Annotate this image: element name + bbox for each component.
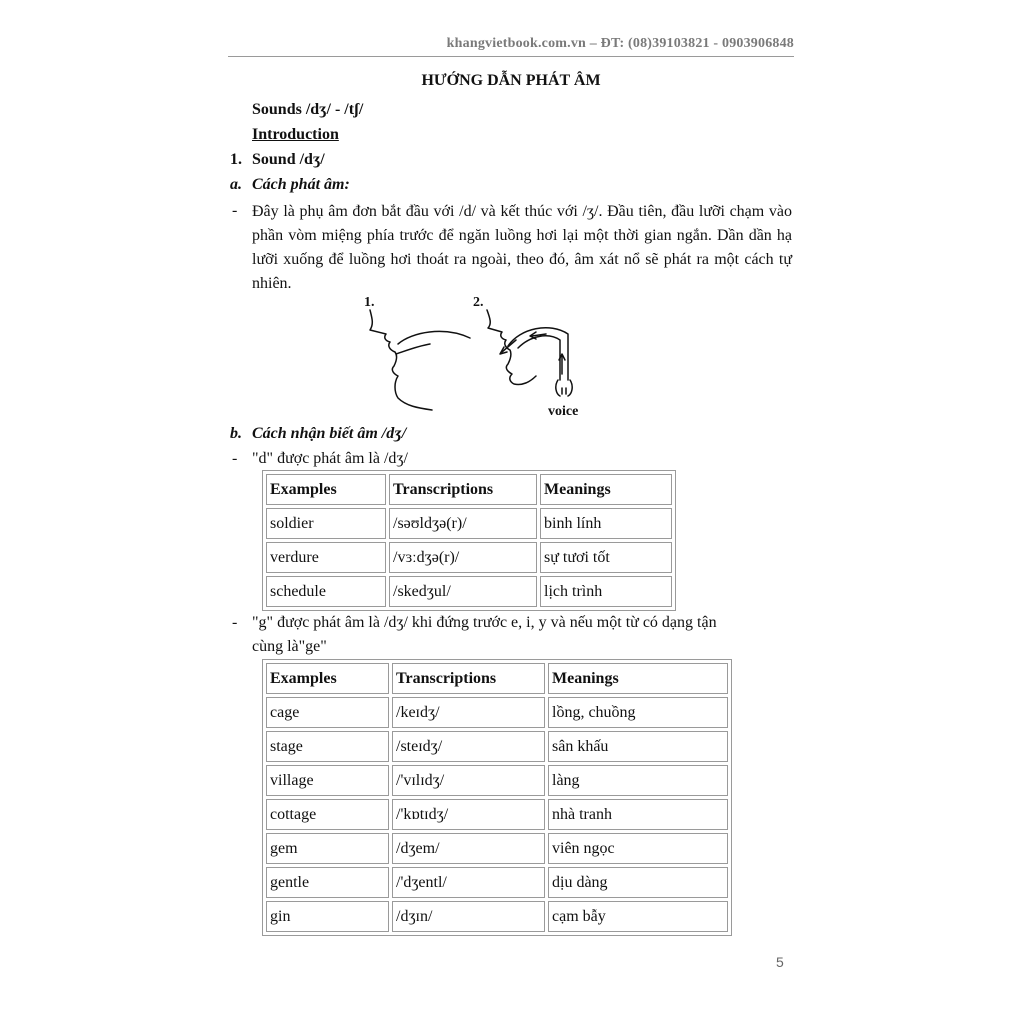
transcription: /vɜːdʒə(r)/ [389, 542, 537, 573]
example-word: soldier [266, 508, 386, 539]
table-row [266, 833, 728, 864]
header-meanings: Meanings [548, 663, 728, 694]
example-word: gin [266, 901, 389, 932]
section-b-marker: b. [230, 425, 242, 442]
section-1-marker: 1. [230, 151, 242, 168]
meaning: làng [548, 765, 728, 796]
header-divider [228, 56, 794, 57]
meaning: binh lính [540, 508, 672, 539]
transcription: /səʊldʒə(r)/ [389, 508, 537, 539]
example-word: village [266, 765, 389, 796]
transcription: /dʒem/ [392, 833, 545, 864]
example-word: gem [266, 833, 389, 864]
meaning: lồng, chuồng [548, 697, 728, 728]
page-number: 5 [776, 954, 784, 970]
table-row [266, 765, 728, 796]
header-transcriptions: Transcriptions [389, 474, 537, 505]
example-word: stage [266, 731, 389, 762]
transcription: /keɪdʒ/ [392, 697, 545, 728]
table-header-row [266, 663, 728, 694]
rule-g-text-line2: cùng là"ge" [252, 638, 327, 655]
table-row [266, 867, 728, 898]
sounds-heading: Sounds /dʒ/ - /tʃ/ [252, 101, 364, 118]
table-row [266, 508, 672, 539]
table-row [266, 731, 728, 762]
section-a-marker: a. [230, 176, 242, 193]
description-paragraph: Đây là phụ âm đơn bắt đầu với /d/ và kết thúc với /ʒ/. Đầu tiên, đầu lưỡi chạm vào phần vòm miệng phía trước để ngăn luồng hơi lại một thời gian ngắn. Dần dần hạ lưỡi xuống để luồng hơi thoát ra ngoài, theo đó, âm xát nổ sẽ phát ra một cách tự nhiên. [252, 203, 792, 292]
table-row [266, 576, 672, 607]
example-word: gentle [266, 867, 389, 898]
section-b-heading: Cách nhận biết âm /dʒ/ [252, 425, 407, 442]
meaning: viên ngọc [548, 833, 728, 864]
header-examples: Examples [266, 474, 386, 505]
meaning: cạm bẫy [548, 901, 728, 932]
page-header: khangvietbook.com.vn – ĐT: (08)39103821 - 0903906848 [446, 36, 794, 51]
examples-table-d [262, 470, 676, 611]
meaning: sân khấu [548, 731, 728, 762]
illustration-label-2: 2. [473, 295, 484, 310]
examples-table-g [262, 659, 732, 936]
transcription: /steɪdʒ/ [392, 731, 545, 762]
table-row [266, 542, 672, 573]
header-transcriptions: Transcriptions [392, 663, 545, 694]
transcription: /skedʒul/ [389, 576, 537, 607]
section-a-heading: Cách phát âm: [252, 176, 350, 193]
section-1-heading: Sound /dʒ/ [252, 151, 325, 168]
example-word: cottage [266, 799, 389, 830]
rule-d-text: "d" được phát âm là /dʒ/ [252, 450, 408, 467]
example-word: cage [266, 697, 389, 728]
transcription: /'kɒtɪdʒ/ [392, 799, 545, 830]
transcription: /'vɪlɪdʒ/ [392, 765, 545, 796]
meaning: dịu dàng [548, 867, 728, 898]
header-meanings: Meanings [540, 474, 672, 505]
example-word: verdure [266, 542, 386, 573]
illustration-label-1: 1. [364, 295, 375, 310]
intro-heading: Introduction [252, 126, 339, 143]
transcription: /dʒɪn/ [392, 901, 545, 932]
table-row [266, 799, 728, 830]
page-title: HƯỚNG DẪN PHÁT ÂM [421, 72, 601, 89]
rule-g-bullet: - [232, 614, 238, 631]
description-bullet: - [232, 202, 238, 219]
example-word: schedule [266, 576, 386, 607]
articulation-drawing [350, 294, 600, 419]
meaning: sự tươi tốt [540, 542, 672, 573]
table-header-row [266, 474, 672, 505]
voice-label: voice [548, 404, 579, 419]
tongue-position-illustration [350, 294, 600, 424]
rule-d-bullet: - [232, 450, 238, 467]
transcription: /'dʒentl/ [392, 867, 545, 898]
table-row [266, 901, 728, 932]
table-row [266, 697, 728, 728]
meaning: nhà tranh [548, 799, 728, 830]
rule-g-text-line1: "g" được phát âm là /dʒ/ khi đứng trước e, i, y và nếu một từ có dạng tận [252, 614, 717, 631]
header-examples: Examples [266, 663, 389, 694]
meaning: lịch trình [540, 576, 672, 607]
